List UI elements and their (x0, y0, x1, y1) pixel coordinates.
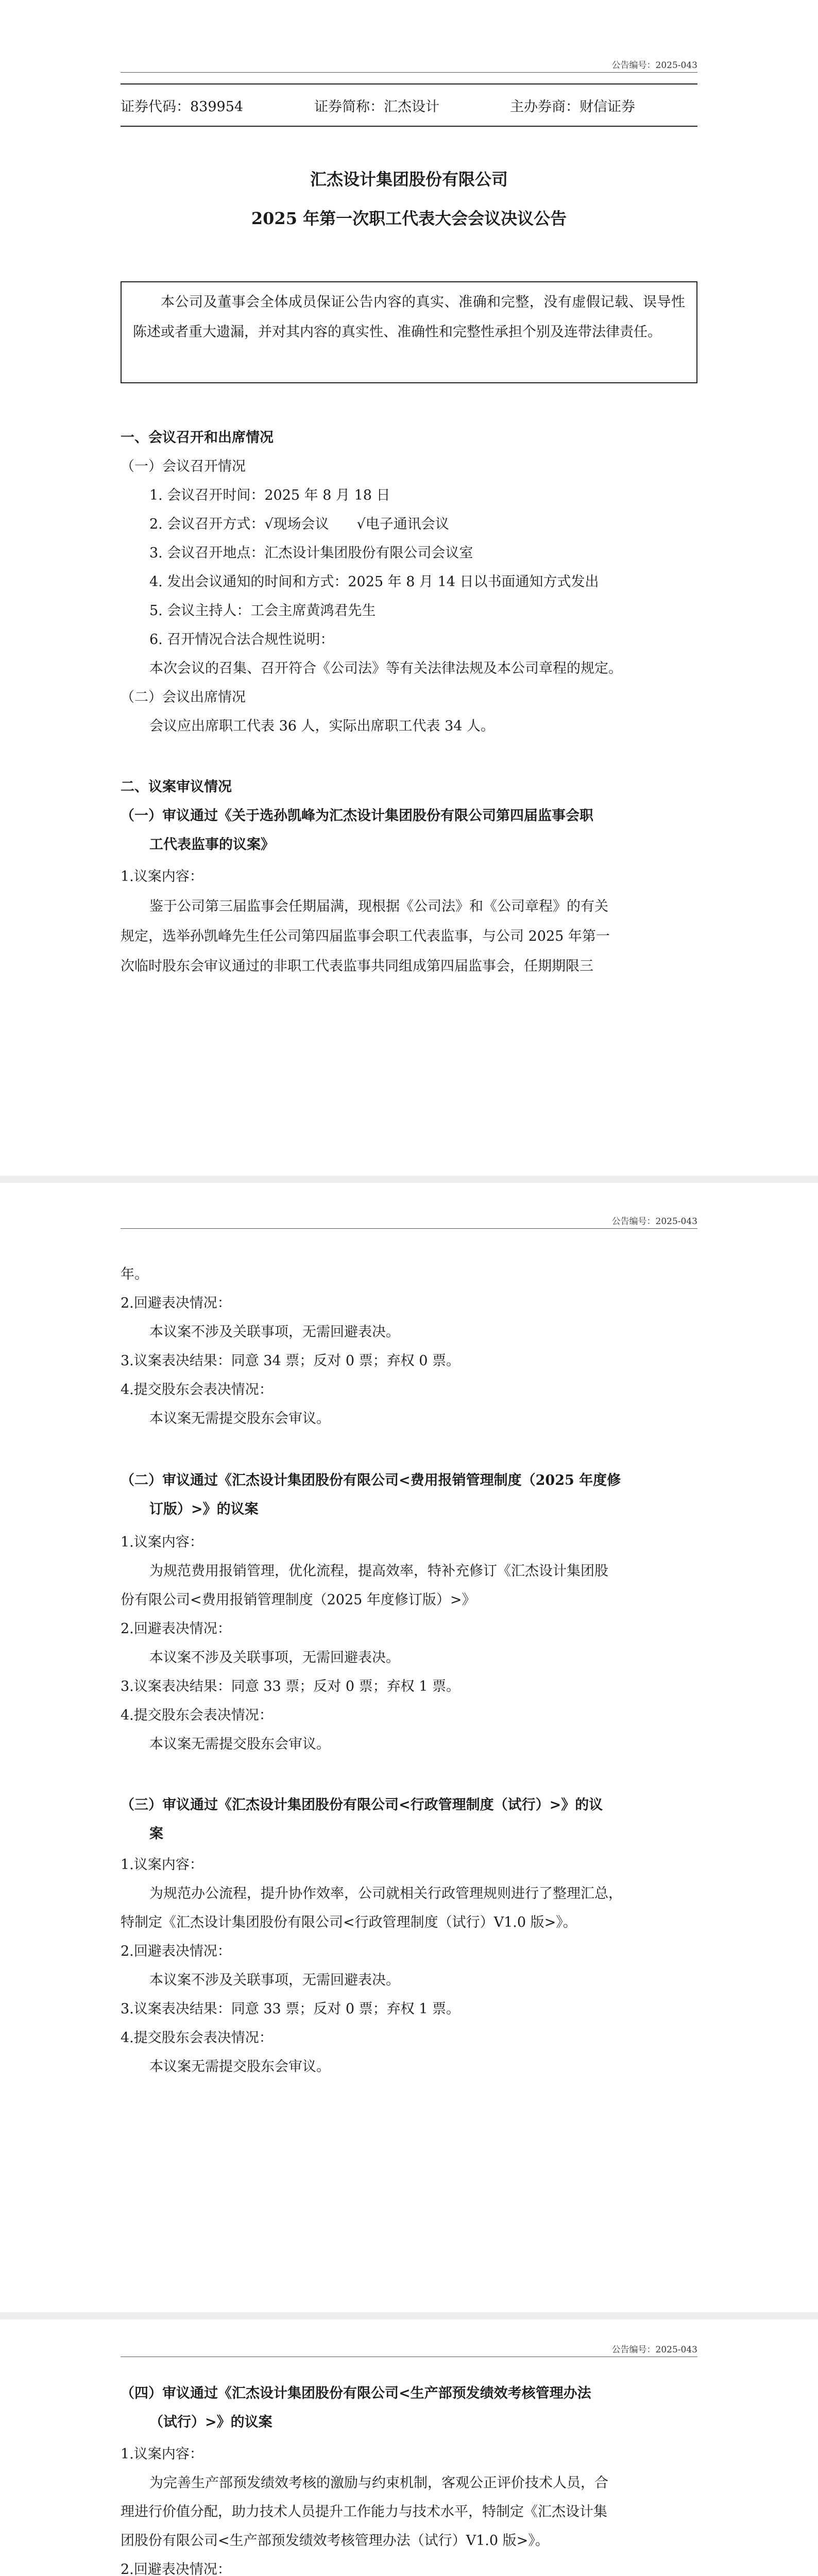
motion-3-title-line2: 案 (149, 1826, 163, 1842)
motion-2-avoid-label: 2.回避表决情况： (121, 1621, 231, 1637)
page-1 (0, 0, 818, 1175)
motion-3-submit-label: 4.提交股东会表决情况： (121, 2030, 273, 2046)
section-1-sub-1: （一）会议召开情况 (121, 459, 246, 474)
attendance-text: 会议应出席职工代表 36 人，实际出席职工代表 34 人。 (149, 718, 495, 734)
motion-2-submit-label: 4.提交股东会表决情况： (121, 1707, 273, 1723)
meeting-item-3: 3. 会议召开地点：汇杰设计集团股份有限公司会议室 (149, 545, 473, 561)
meeting-item-1: 1. 会议召开时间：2025 年 8 月 18 日 (149, 487, 390, 503)
section-1-sub-2: （二）会议出席情况 (121, 689, 246, 705)
legality-text: 本次会议的召集、召开符合《公司法》等有关法律法规及本公司章程的规定。 (149, 660, 622, 676)
motion-1-avoid-text: 本议案不涉及关联事项，无需回避表决。 (149, 1324, 400, 1340)
meeting-item-4: 4. 发出会议通知的时间和方式：2025 年 8 月 14 日以书面通知方式发出 (149, 574, 599, 590)
motion-1-content-line4: 年。 (121, 1266, 148, 1282)
meeting-item-6: 6. 召开情况合法合规性说明： (149, 632, 334, 648)
motion-1-vote: 3.议案表决结果：同意 34 票；反对 0 票；弃权 0 票。 (121, 1353, 460, 1369)
motion-1-title-line2: 工代表监事的议案》 (149, 837, 275, 853)
motion-2-content-label: 1.议案内容： (121, 1534, 203, 1550)
motion-2-title-line1: （二）审议通过《汇杰设计集团股份有限公司<费用报销管理制度（2025 年度修 (121, 1472, 621, 1488)
disclaimer-box (121, 281, 697, 383)
motion-1-content-line1: 鉴于公司第三届监事会任期届满，现根据《公司法》和《公司章程》的有关 (149, 899, 608, 914)
motion-1-content-line3: 次临时股东会审议通过的非职工代表监事共同组成第四届监事会，任期期限三 (121, 958, 593, 974)
notice-number: 公告编号：2025-043 (611, 60, 697, 71)
page-2 (0, 1183, 818, 2311)
stock-code: 证券代码：839954 (121, 99, 244, 115)
motion-3-content-line1: 为规范办公流程，提升协作效率，公司就相关行政管理规则进行了整理汇总， (149, 1886, 622, 1902)
company-title: 汇杰设计集团股份有限公司 (310, 170, 508, 189)
motion-1-title-line1: （一）审议通过《关于选孙凯峰为汇杰设计集团股份有限公司第四届监事会职 (121, 808, 593, 824)
motion-3-avoid-text: 本议案不涉及关联事项，无需回避表决。 (149, 1972, 400, 1988)
motion-3-submit-text: 本议案无需提交股东会审议。 (149, 2059, 330, 2075)
motion-2-content-line2: 份有限公司<费用报销管理制度（2025 年度修订版）>》 (121, 1592, 476, 1608)
motion-4-content-line2: 理进行价值分配，助力技术人员提升工作能力与技术水平，特制定《汇杰设计集 (121, 2504, 607, 2520)
header-rule (121, 1228, 697, 1229)
motion-1-content-line2: 规定，选举孙凯峰先生任公司第四届监事会职工代表监事，与公司 2025 年第一 (121, 928, 610, 944)
disclaimer-text: 本公司及董事会全体成员保证公告内容的真实、准确和完整，没有虚假记载、误导性陈述或者重大遗漏，并对其内容的真实性、准确性和完整性承担个别及连带法律责任。 (133, 294, 685, 340)
page-gap (0, 1176, 818, 1183)
topbar-rule-bottom (121, 126, 697, 127)
motion-2-content-line1: 为规范费用报销管理，优化流程，提高效率，特补充修订《汇杰设计集团股 (149, 1563, 608, 1579)
motion-3-content-line2: 特制定《汇杰设计集团股份有限公司<行政管理制度（试行）V1.0 版>》。 (121, 1914, 577, 1930)
notice-number: 公告编号：2025-043 (611, 2345, 697, 2355)
motion-2-submit-text: 本议案无需提交股东会审议。 (149, 1736, 330, 1752)
motion-4-title-line1: （四）审议通过《汇杰设计集团股份有限公司<生产部预发绩效考核管理办法 (121, 2385, 591, 2401)
motion-3-content-label: 1.议案内容： (121, 1857, 203, 1873)
motion-4-content-line1: 为完善生产部预发绩效考核的激励与约束机制，客观公正评价技术人员，合 (149, 2475, 608, 2491)
stock-abbr: 证券简称：汇杰设计 (314, 99, 439, 115)
page-3 (0, 2319, 818, 2576)
motion-3-avoid-label: 2.回避表决情况： (121, 1943, 231, 1959)
announcement-title: 2025 年第一次职工代表大会会议决议公告 (251, 209, 567, 228)
meeting-item-2: 2. 会议召开方式：√现场会议 √电子通讯会议 (149, 516, 449, 532)
motion-4-content-line3: 团股份有限公司<生产部预发绩效考核管理办法（试行）V1.0 版>》。 (121, 2533, 549, 2549)
motion-4-content-label: 1.议案内容： (121, 2446, 203, 2462)
section-1-heading: 一、会议召开和出席情况 (121, 430, 274, 446)
motion-1-avoid-label: 2.回避表决情况： (121, 1295, 231, 1311)
page-gap (0, 2312, 818, 2319)
topbar-rule-top (121, 83, 697, 84)
motion-2-title-line2: 订版）>》的议案 (149, 1501, 259, 1517)
notice-number: 公告编号：2025-043 (611, 1216, 697, 1227)
motion-1-submit-label: 4.提交股东会表决情况： (121, 1382, 273, 1398)
motion-3-vote: 3.议案表决结果：同意 33 票；反对 0 票；弃权 1 票。 (121, 2001, 460, 2017)
motion-3-title-line1: （三）审议通过《汇杰设计集团股份有限公司<行政管理制度（试行）>》的议 (121, 1797, 603, 1813)
motion-4-title-line2: （试行）>》的议案 (149, 2414, 272, 2430)
section-2-heading: 二、议案审议情况 (121, 779, 232, 795)
motion-2-avoid-text: 本议案不涉及关联事项，无需回避表决。 (149, 1650, 400, 1666)
header-rule (121, 72, 697, 73)
motion-1-submit-text: 本议案无需提交股东会审议。 (149, 1411, 330, 1427)
meeting-item-5: 5. 会议主持人：工会主席黄鸿君先生 (149, 603, 376, 619)
sponsor-broker: 主办券商：财信证券 (510, 99, 635, 115)
motion-4-avoid-label: 2.回避表决情况： (121, 2562, 231, 2576)
motion-2-vote: 3.议案表决结果：同意 33 票；反对 0 票；弃权 1 票。 (121, 1679, 460, 1694)
motion-1-content-label: 1.议案内容： (121, 869, 203, 885)
